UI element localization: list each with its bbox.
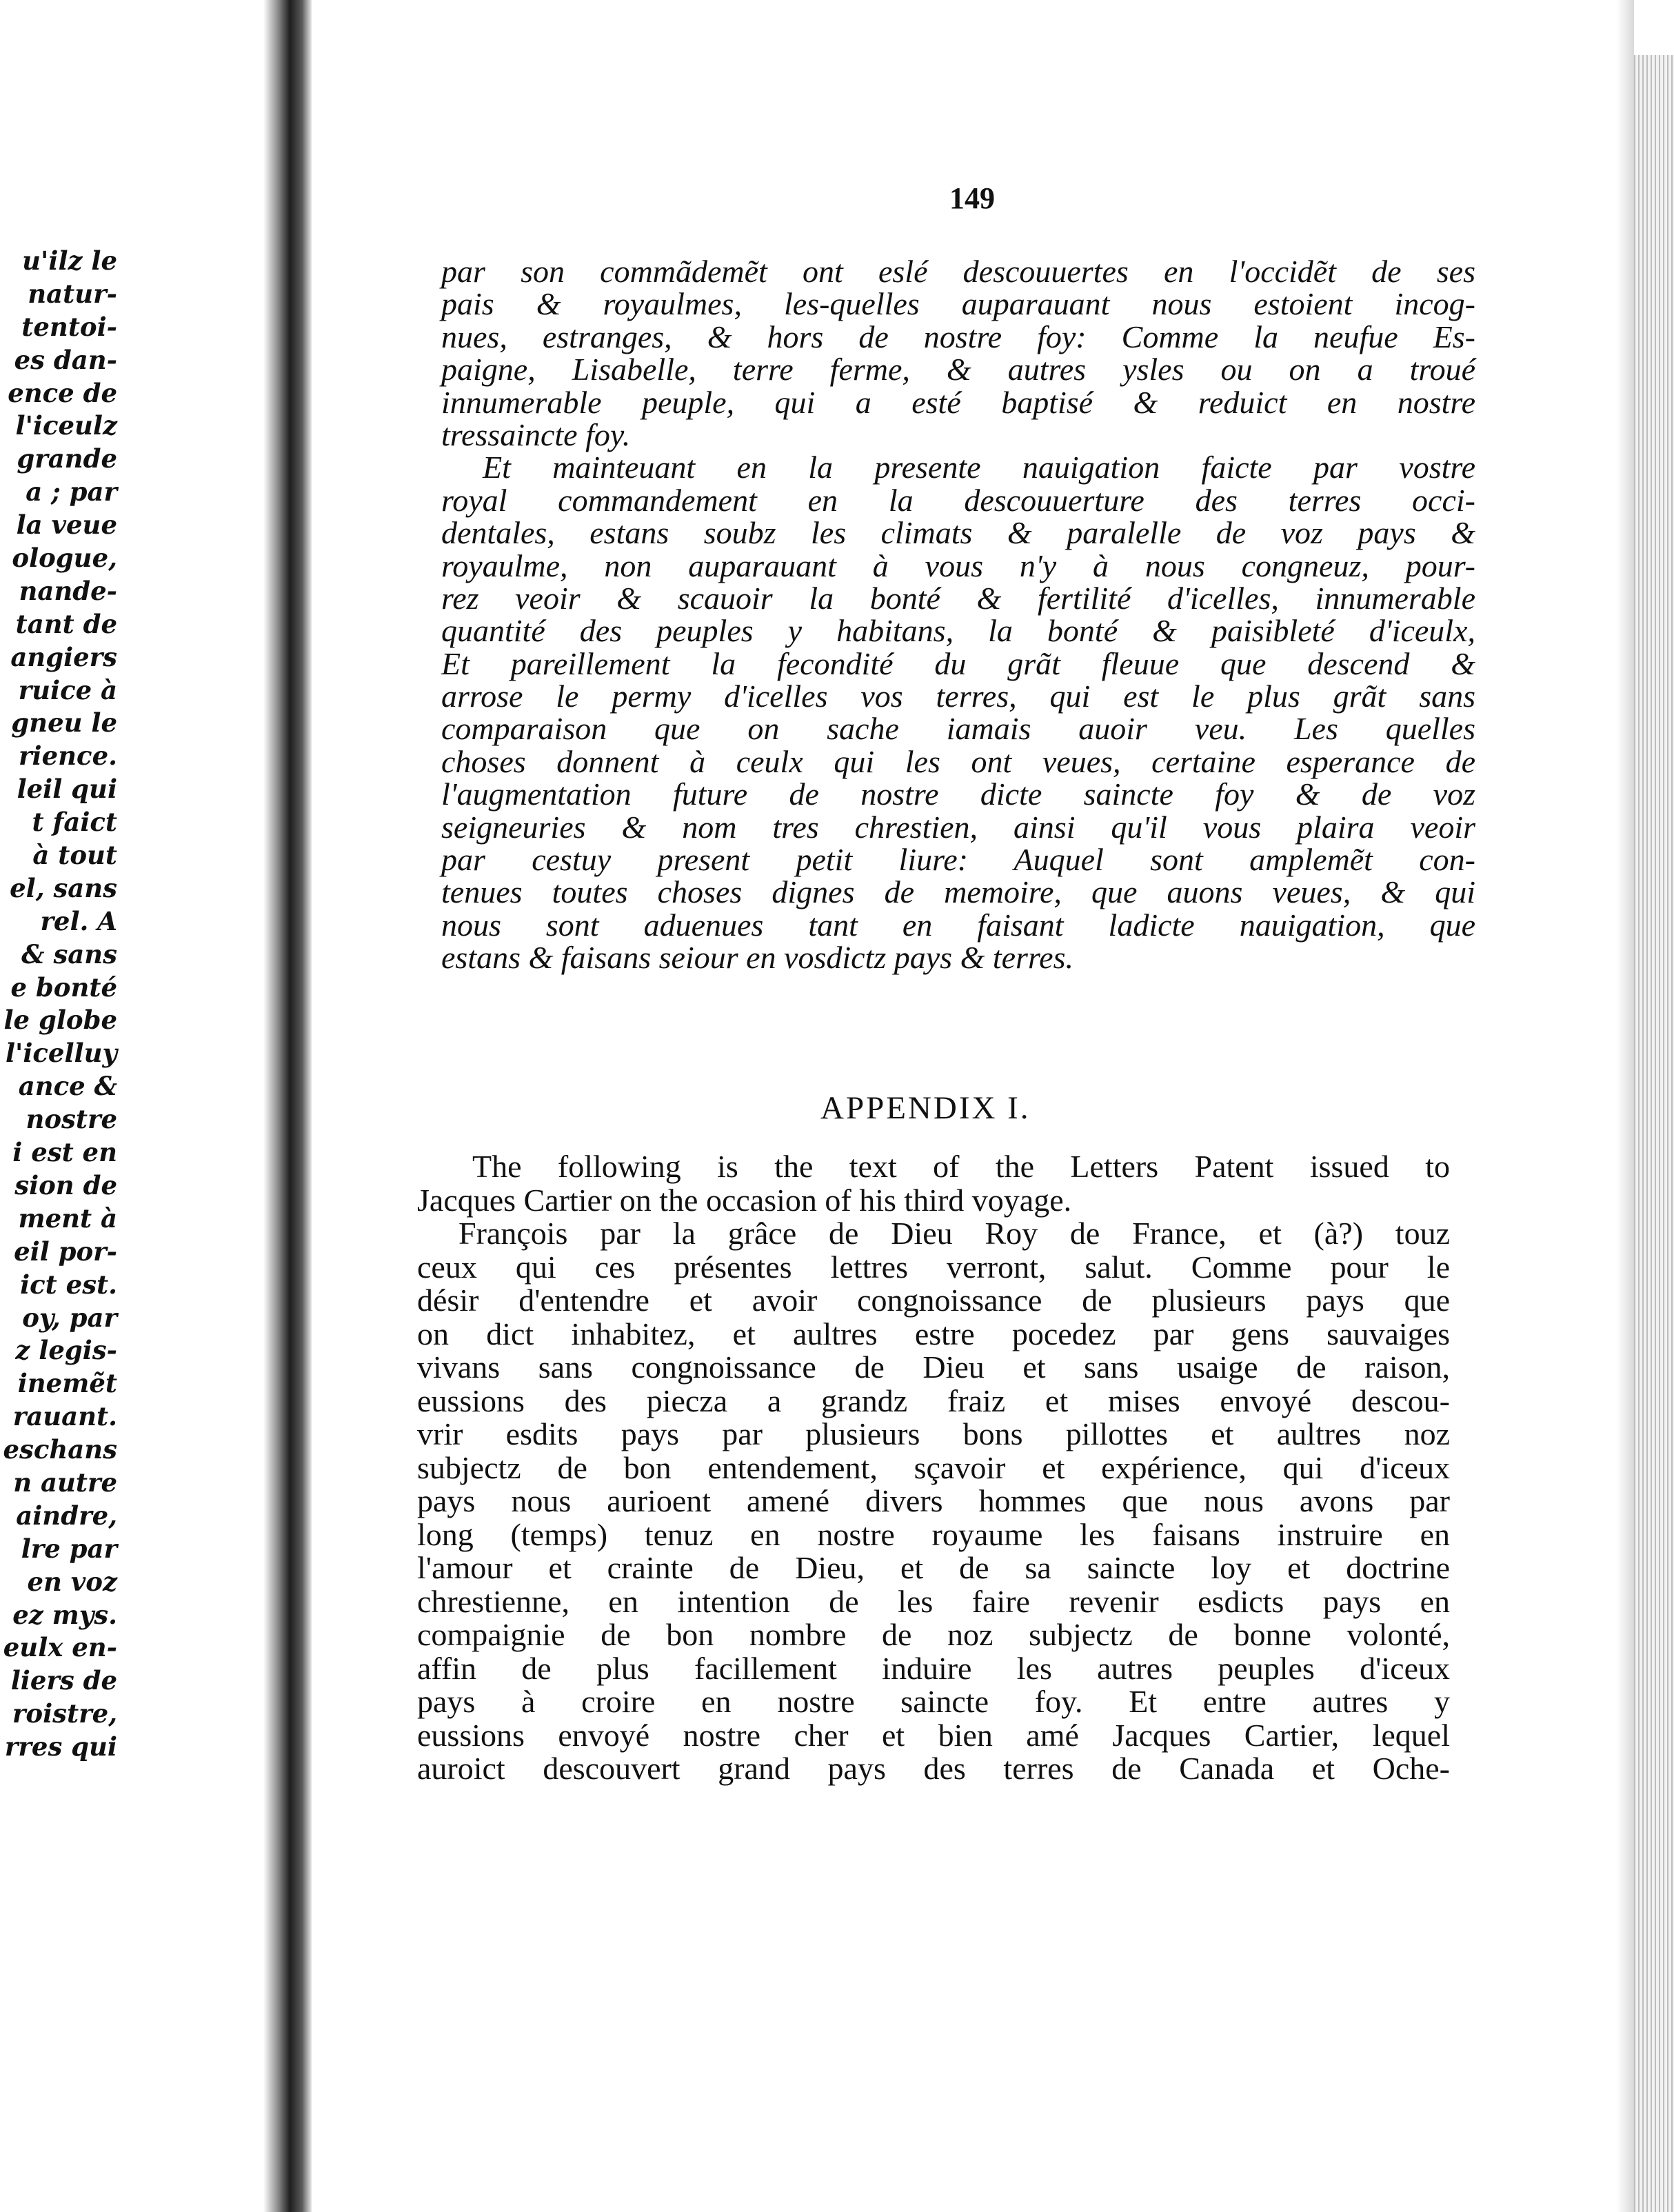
french-line: seigneuries & nom tres chrestien, ainsi qu'il vous plaira veoir <box>441 809 1475 845</box>
english-line: compaignie de bon nombre de noz subjectz de bonne volonté, <box>417 1617 1450 1652</box>
french-line: comparaison que on sache iamais auoir veu. Les quelles <box>441 711 1475 747</box>
left-fragment-line: la veue <box>16 510 117 541</box>
left-fragment-line: en voz <box>27 1566 117 1597</box>
left-fragment-line: nostre <box>26 1104 117 1135</box>
english-text-block <box>417 1150 1450 1786</box>
french-line: Et pareillement la fecondité du grãt fleuue que descend & <box>441 645 1475 681</box>
english-line: désir d'entendre et avoir congnoissance de plusieurs pays que <box>417 1283 1450 1318</box>
french-line: paigne, Lisabelle, terre ferme, & autres ysles ou on a troué <box>441 352 1475 388</box>
left-fragment-line: el, sans <box>10 872 117 903</box>
left-fragment-line: ez mys. <box>12 1599 117 1630</box>
left-fragment-line: a ; par <box>26 476 117 507</box>
left-page-fragment <box>0 245 117 1764</box>
left-fragment-line: & sans <box>21 938 117 969</box>
book-gutter <box>263 0 312 2212</box>
left-fragment-line: roistre, <box>12 1698 117 1729</box>
left-fragment-line: l'iceulz <box>15 410 117 441</box>
left-fragment-line: leil qui <box>17 774 117 805</box>
french-line: par son commãdemẽt ont eslé descouuertes en l'occidẽt de ses <box>441 254 1475 289</box>
left-fragment-line: rauant. <box>12 1401 117 1432</box>
left-fragment-line: ment à <box>18 1203 117 1234</box>
english-line: pays à croire en nostre saincte foy. Et entre autres y <box>417 1684 1450 1719</box>
english-line: l'amour et crainte de Dieu, et de sa saincte loy et doctrine <box>417 1550 1450 1585</box>
french-line: nues, estranges, & hors de nostre foy: Comme la neufue Es- <box>441 319 1475 354</box>
english-line: subjectz de bon entendement, sçavoir et expérience, qui d'iceux <box>417 1449 1450 1485</box>
left-fragment-line: eil por- <box>14 1236 117 1267</box>
french-line: tenues toutes choses dignes de memoire, que auons veues, & qui <box>441 874 1475 910</box>
left-fragment-line: ance & <box>18 1071 117 1102</box>
left-fragment-line: natur- <box>28 278 117 309</box>
french-line: royaulme, non auparauant à vous n'y à nous congneuz, pour- <box>441 547 1475 583</box>
left-fragment-line: l'icelluy <box>5 1038 117 1069</box>
left-fragment-line: rience. <box>19 741 117 772</box>
english-line: auroict descouvert grand pays des terres de Canada et Oche- <box>417 1751 1450 1786</box>
left-fragment-line: rres qui <box>4 1731 117 1762</box>
english-line: eussions envoyé nostre cher et bien amé Jacques Cartier, lequel <box>417 1717 1450 1753</box>
english-line: pays nous aurioent amené divers hommes que nous avons par <box>417 1483 1450 1518</box>
french-line: innumerable peuple, qui a esté baptisé & reduict en nostre <box>441 384 1475 420</box>
page-edge-shadow <box>1617 0 1634 2212</box>
french-line: arrose le permy d'icelles vos terres, qui est le plus grãt sans <box>441 678 1475 714</box>
left-fragment-line: i est en <box>12 1137 117 1168</box>
left-fragment-line: rel. A <box>40 905 117 936</box>
appendix-heading: APPENDIX I. <box>820 1090 1031 1126</box>
left-fragment-line: ict est. <box>20 1269 117 1300</box>
french-line: quantité des peuples y habitans, la bonté & paisibleté d'iceulx, <box>441 613 1475 649</box>
left-fragment-line: u'ilz le <box>22 245 117 276</box>
french-line: royal commandement en la descouuerture des terres occi- <box>441 482 1475 518</box>
french-line: estans & faisans seiour en vosdictz pays & terres. <box>441 940 1073 976</box>
left-fragment-line: es dan- <box>14 344 117 375</box>
english-line: Jacques Cartier on the occasion of his third voyage. <box>417 1182 1072 1218</box>
english-line: François par la grâce de Dieu Roy de France, et (à?) touz <box>458 1216 1450 1251</box>
left-fragment-line: eschans <box>3 1434 117 1465</box>
left-fragment-line: ruice à <box>18 674 117 705</box>
left-fragment-line: à tout <box>32 840 117 871</box>
left-fragment-line: aindre, <box>16 1500 117 1531</box>
left-fragment-line: grande <box>17 443 117 474</box>
french-line: rez veoir & scauoir la bonté & fertilité d'icelles, innumerable <box>441 580 1475 616</box>
french-line: pais & royaulmes, les-quelles auparauant nous estoient incog- <box>441 286 1475 322</box>
french-line: choses donnent à ceulx qui les ont veues, certaine esperance de <box>441 743 1475 779</box>
left-fragment-line: sion de <box>14 1169 117 1200</box>
english-line: long (temps) tenuz en nostre royaume les faisans instruire en <box>417 1516 1450 1552</box>
left-fragment-line: ence de <box>8 377 117 408</box>
english-line: vrir esdits pays par plusieurs bons pillottes et aultres noz <box>417 1416 1450 1451</box>
left-fragment-line: tentoi- <box>21 311 117 342</box>
english-line: on dict inhabitez, et aultres estre pocedez par gens sauvaiges <box>417 1316 1450 1351</box>
page-number: 149 <box>949 181 995 215</box>
left-fragment-line: nande- <box>19 575 117 606</box>
english-line: ceux qui ces présentes lettres verront, salut. Comme pour le <box>417 1249 1450 1285</box>
left-fragment-line: ologue, <box>12 543 117 574</box>
french-line: dentales, estans soubz les climats & paralelle de voz pays & <box>441 515 1475 551</box>
english-line: eussions des piecza a grandz fraiz et mises envoyé descou- <box>417 1382 1450 1418</box>
left-fragment-line: inemẽt <box>17 1368 117 1399</box>
left-fragment-line: z legis- <box>15 1335 117 1366</box>
left-fragment-line: angiers <box>10 641 117 672</box>
left-fragment-line: tant de <box>15 608 117 639</box>
left-fragment-line: gneu le <box>11 707 117 738</box>
left-fragment-line: liers de <box>10 1665 117 1696</box>
left-fragment-line: le globe <box>3 1005 117 1036</box>
english-line: chrestienne, en intention de les faire revenir esdicts pays en <box>417 1583 1450 1619</box>
left-fragment-line: lre par <box>21 1533 117 1564</box>
french-line: nous sont aduenues tant en faisant ladicte nauigation, que <box>441 907 1475 943</box>
left-fragment-line: n autre <box>13 1467 117 1498</box>
english-line: affin de plus facillement induire les autres peuples d'iceux <box>417 1650 1450 1686</box>
english-line: vivans sans congnoissance de Dieu et sans usaige de raison, <box>417 1349 1450 1385</box>
french-line: par cestuy present petit liure: Auquel sont amplemẽt con- <box>441 842 1475 878</box>
french-line: l'augmentation future de nostre dicte saincte foy & de voz <box>441 776 1475 812</box>
left-fragment-line: eulx en- <box>3 1632 117 1663</box>
left-fragment-line: t faict <box>32 807 117 838</box>
english-line: The following is the text of the Letters Patent issued to <box>472 1149 1450 1184</box>
left-fragment-line: oy, par <box>22 1302 117 1333</box>
french-text-block <box>441 255 1475 974</box>
page-edges <box>1634 55 1674 2212</box>
french-line: Et mainteuant en la presente nauigation faicte par vostre <box>483 450 1475 485</box>
french-line: tressaincte foy. <box>441 416 631 452</box>
left-fragment-line: e bonté <box>10 972 117 1003</box>
